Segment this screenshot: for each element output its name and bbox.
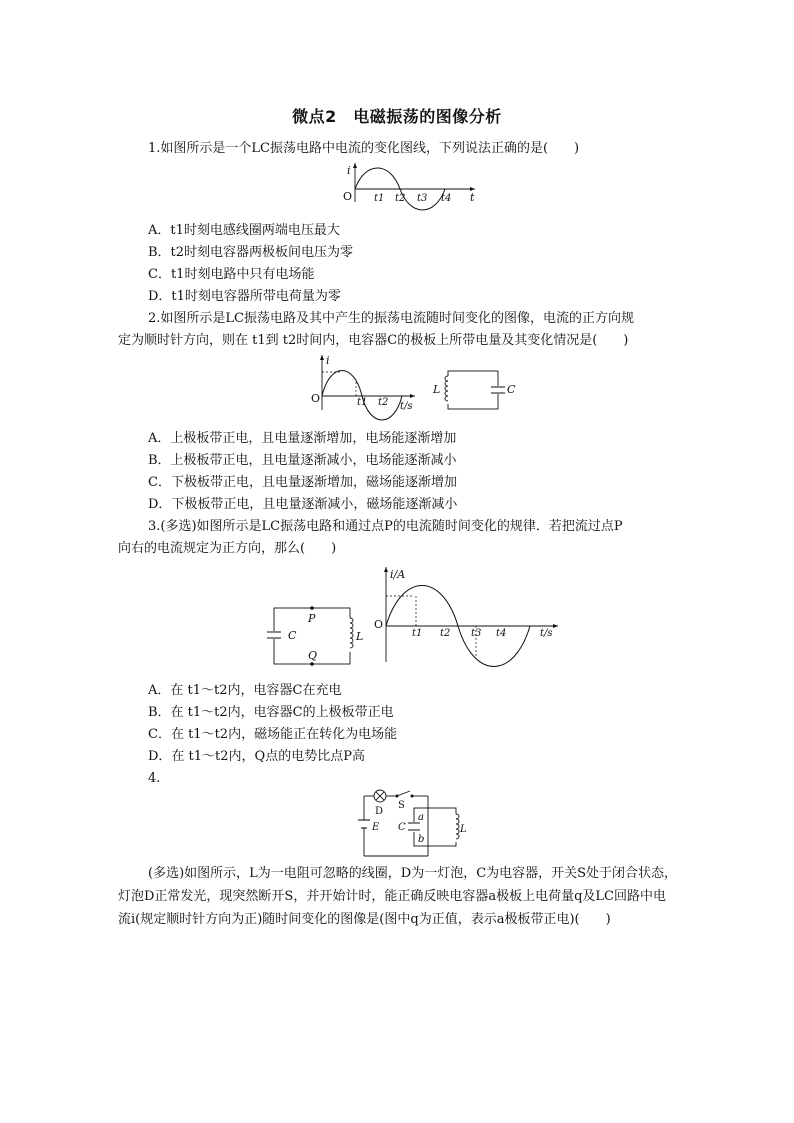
q2-option-c: C．下极板带正电，且电量逐渐增加，磁场能逐渐增加 — [148, 475, 457, 490]
q2-axis-t: t/s — [400, 401, 413, 412]
q3-stem-line2: 向右的电流规定为正方向，那么( ) — [118, 541, 337, 556]
q2-option-d: D．下极板带正电，且电量逐渐减小，磁场能逐渐减小 — [148, 497, 458, 512]
q3-t2: t2 — [440, 628, 451, 639]
q4-label-c: C — [398, 822, 406, 833]
q3-option-a: A．在 t1～t2内，电容器C在充电 — [148, 683, 342, 698]
q3-stem-line1: 3.(多选)如图所示是LC振荡电路和通过点P的电流随时间变化的规律．若把流过点P — [148, 519, 623, 534]
q4-stem: (多选)如图所示，L为一电阻可忽略的线圈，D为一灯泡，C为电容器，开关S处于闭合状态，灯泡D正常发光，现突然断开S，并开始计时，能正确反映电容器a极板上电荷量q及LC回路中电流i(规定顺时针方向为正)随时间变化的图像是(图中q为正值，表示a极板带正电)( ) — [118, 866, 678, 927]
q3-t4: t4 — [496, 628, 507, 639]
q1-t1: t1 — [374, 193, 385, 204]
q3-label-p: P — [308, 612, 316, 625]
q3-lc-circuit — [262, 604, 362, 666]
q1-option-d: D．t1时刻电容器所带电荷量为零 — [148, 289, 341, 304]
q1-option-c: C．t1时刻电路中只有电场能 — [148, 267, 315, 282]
q1-origin: O — [343, 190, 353, 203]
q1-t2: t2 — [395, 193, 406, 204]
q3-t3: t3 — [471, 628, 482, 639]
q1-option-a: A．t1时刻电感线圈两端电压最大 — [148, 223, 340, 238]
q2-t1: t1 — [357, 397, 368, 408]
q2-option-b: B．上极板带正电，且电量逐渐减小，电场能逐渐减小 — [148, 453, 457, 468]
q3-label-l: L — [356, 630, 364, 643]
q2-t2: t2 — [378, 397, 389, 408]
q4-label-s: S — [398, 800, 405, 811]
q4-label-b: b — [418, 834, 425, 845]
q2-stem-line2: 定为顺时针方向，则在 t1到 t2时间内，电容器C的极板上所带电量及其变化情况是( ) — [118, 333, 629, 348]
q1-stem: 1.如图所示是一个LC振荡电路中电流的变化图线，下列说法正确的是( ) — [148, 141, 580, 156]
q3-option-d: D．在 t1～t2内，Q点的电势比点P高 — [148, 749, 365, 764]
q4-label-a: a — [418, 812, 424, 823]
q4-label-d: D — [375, 806, 384, 817]
q3-label-q: Q — [308, 649, 318, 662]
q2-current-graph — [310, 352, 420, 412]
q2-origin: O — [311, 392, 321, 405]
q3-label-c: C — [288, 629, 297, 642]
q1-current-graph — [340, 160, 480, 206]
q2-lc-circuit — [428, 368, 518, 412]
q4-number: 4. — [148, 771, 161, 786]
q3-current-graph — [372, 564, 562, 664]
q3-t1: t1 — [412, 628, 423, 639]
q3-origin: O — [374, 618, 384, 631]
q4-label-e: E — [372, 822, 380, 833]
q3-axis-i: i/A — [390, 568, 406, 581]
q4-label-l: L — [460, 824, 467, 835]
q3-option-b: B．在 t1～t2内，电容器C的上极板带正电 — [148, 705, 394, 720]
q2-label-c: C — [507, 383, 516, 396]
q2-stem-line1: 2.如图所示是LC振荡电路及其中产生的振荡电流随时间变化的图像，电流的正方向规 — [148, 311, 634, 326]
q4-circuit — [356, 786, 468, 860]
q1-t4: t4 — [441, 193, 452, 204]
q3-axis-t: t/s — [540, 628, 553, 639]
q2-label-l: L — [433, 383, 441, 396]
q1-axis-i: i — [347, 164, 351, 177]
q2-axis-i: i — [326, 354, 330, 367]
page-title: 微点2 电磁振荡的图像分析 — [292, 107, 502, 126]
q2-option-a: A．上极板带正电，且电量逐渐增加，电场能逐渐增加 — [148, 431, 457, 446]
q3-option-c: C．在 t1～t2内，磁场能正在转化为电场能 — [148, 727, 398, 742]
q1-option-b: B．t2时刻电容器两极板间电压为零 — [148, 245, 354, 260]
q1-axis-t: t — [470, 191, 475, 204]
q1-t3: t3 — [417, 193, 428, 204]
